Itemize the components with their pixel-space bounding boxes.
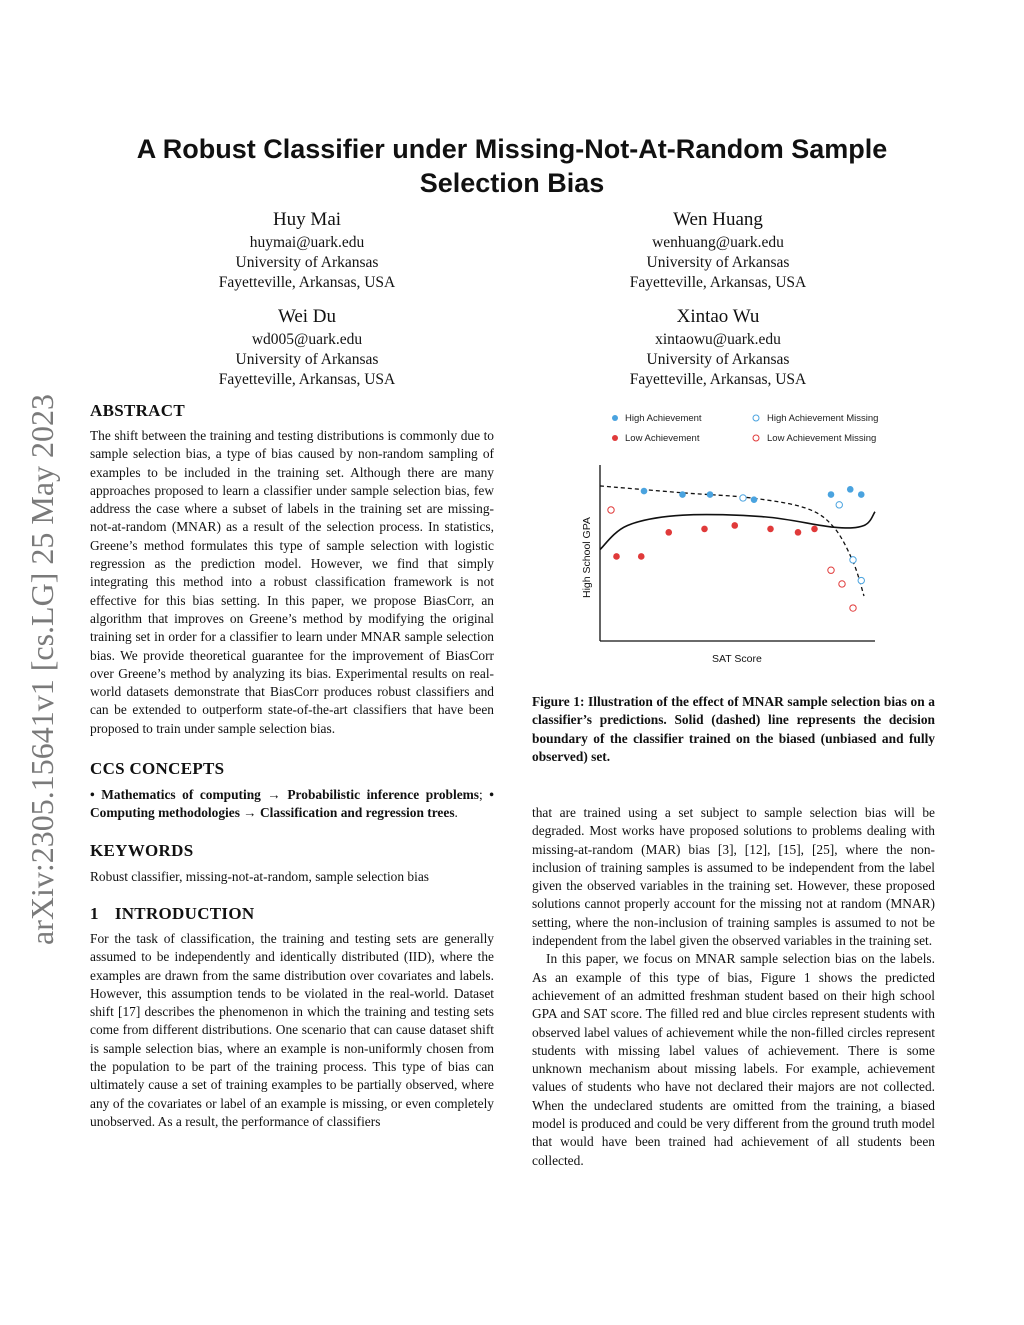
author-affiliation: University of Arkansas [646,254,790,271]
author-affiliation: University of Arkansas [235,254,379,271]
boundary-unbiased-dashed [600,486,864,596]
point-high-achievement [751,496,758,503]
ccs-separator: ; [479,787,490,803]
point-low-achievement-missing [839,581,845,587]
point-low-achievement-missing [828,567,834,573]
author-email: huymai@uark.edu [249,234,365,251]
point-high-achievement [828,491,835,498]
author-block-4 [568,305,868,390]
point-low-achievement [795,529,802,536]
author-affiliation: University of Arkansas [646,351,790,368]
section-title: INTRODUCTION [114,903,255,923]
legend-label-low-missing: Low Achievement Missing [767,433,877,444]
legend-marker-high-missing [753,415,759,421]
author-email: xintaowu@uark.edu [655,331,781,348]
title-line-2: Selection Bias [419,168,605,198]
ccs-item-2[interactable]: • Computing methodologies → Classification and regression trees [90,787,494,821]
author-email: wenhuang@uark.edu [652,234,784,251]
point-high-achievement [858,491,865,498]
point-high-achievement [707,491,714,498]
legend-marker-high [612,415,618,421]
point-high-achievement [679,491,686,498]
figure-1 [575,403,885,668]
point-low-achievement [701,526,708,533]
point-high-achievement [641,488,648,495]
author-affiliation: University of Arkansas [235,351,379,368]
author-name: Xintao Wu [676,306,760,327]
introduction-text-right-2: In this paper, we focus on MNAR sample selection bias on the labels. As an example of this type of bias, Figure 1 shows the predicted achievement of an admitted freshman student based on their high school GPA and SAT score. The filled red and blue circles represent students with observed label values of achievement while the non-filled circles represent students with missing label values of achievement. There is some unknown mechanism about missing labels. For example, achievement values of students who have not declared their majors are not collected. When the undeclared students are omitted from the training, a biased model is produced and could be very different from the ground truth model that would have been trained had achievement of all students been collected. [532,951,935,1168]
author-name: Wei Du [277,306,337,327]
legend-marker-low-missing [753,435,759,441]
ccs-end: . [454,805,458,821]
author-name: Wen Huang [673,209,763,230]
keywords-text: Robust classifier, missing-not-at-random, sample selection bias [90,868,429,884]
author-block-3 [157,305,457,390]
x-axis-label: SAT Score [712,653,762,665]
author-block-1 [157,208,457,293]
point-high-achievement [847,486,854,493]
legend-label-low: Low Achievement [625,433,700,444]
point-low-achievement [638,553,645,560]
legend-label-high-missing: High Achievement Missing [767,413,879,424]
author-location: Fayetteville, Arkansas, USA [629,371,807,388]
point-low-achievement [665,529,672,536]
introduction-heading [90,904,494,924]
chart-legend [612,413,878,444]
point-high-achievement-missing [850,557,856,563]
point-low-achievement-missing [608,507,614,513]
point-high-achievement-missing [836,502,842,508]
figure-caption: Figure 1: Illustration of the effect of MNAR sample selection bias on a classifier’s predictions. Solid (dashed) line represents the decision boundary of the classifier trained on the biased (unbiased and fully observed) set. [532,694,935,764]
ccs-text [90,786,494,823]
author-name: Huy Mai [272,209,342,230]
point-high-achievement-missing [740,495,746,501]
point-low-achievement [767,526,774,533]
right-column [532,804,935,1170]
left-column [90,401,494,1131]
plot-area [600,486,875,611]
ccs-heading: CCS CONCEPTS [90,759,225,779]
point-low-achievement [811,526,818,533]
introduction-text-right-1: that are trained using a set subject to sample selection bias will be degraded. Most works have proposed solutions to problems dealing with missing-at-random (MAR) bias [3], [12], [15], [25], where the non-inclusion of training samples is assumed to be independent from the label given the observed variables in the training set. However, these proposed solutions cannot properly account for the missing not at random (MNAR) setting, where the non-inclusion of training samples is assumed to not be independent from the label given the observed variables in the training set. [532,805,935,949]
abstract-heading: ABSTRACT [90,401,185,420]
paper-title [100,132,924,200]
point-low-achievement [731,522,738,529]
keywords-heading: KEYWORDS [90,840,194,860]
point-high-achievement-missing [858,577,864,583]
legend-label-high: High Achievement [625,413,702,424]
legend-marker-low [612,435,618,441]
title-line-1: A Robust Classifier under Missing-Not-At-Random Sample [136,134,888,164]
arxiv-identifier[interactable]: arXiv:2305.15641v1 [cs.LG] 25 May 2023 [24,393,60,945]
boundary-biased-solid [600,512,875,550]
author-location: Fayetteville, Arkansas, USA [629,274,807,291]
author-location: Fayetteville, Arkansas, USA [218,274,396,291]
author-block-2 [568,208,868,293]
author-email: wd005@uark.edu [251,331,363,348]
introduction-text-left: For the task of classification, the training and testing sets are generally assumed to be independently and identically distributed (IID), where the examples are drawn from the same distribution over covariates and labels. However, this assumption tends to be violated in the real-world. Dataset shift [17] describes the phenomenon in which the training and testing sets come from different distributions. One scenario that can cause dataset shift is sample selection bias, where an example is non-uniformly chosen from the population to be part of the training process. This type of bias can ultimately cause a set of training examples to be partially observed, where any of the covariates or label of an example is missing, or even completely unobserved. As a result, the performance of classifiers [90,930,494,1129]
ccs-item-1[interactable]: • Mathematics of computing → Probabilistic inference problems [90,787,480,803]
author-location: Fayetteville, Arkansas, USA [218,371,396,388]
point-low-achievement [613,553,620,560]
point-low-achievement-missing [850,605,856,611]
y-axis-label: High School GPA [581,517,593,598]
section-number: 1 [90,903,99,923]
abstract-text: The shift between the training and testing distributions is commonly due to sample selection bias, a type of bias caused by non-random sampling of examples to be included in the training set. Although there are many approaches proposed to learn a classifier under sample selection bias, few address the case where a subset of labels in the training set are missing-not-at-random (MNAR) as a result of the selection process. In statistics, Greene’s method formulates this type of sample selection with logistic regression as the prediction model. However, we find that simply integrating this method into a robust classification framework is not effective for this bias setting. In this paper, we propose BiasCorr, an algorithm that improves on Greene’s method by modifying the original training set in order for a classifier to learn under MNAR sample selection bias. We provide theoretical guarantee for the improvement of BiasCorr over Greene’s method by analyzing its bias. Experimental results on real-world datasets demonstrate that BiasCorr produces robust classifiers and can be extended to outperform state-of-the-art classifiers that have been proposed to train under sample selection bias. [90,428,494,736]
scatter-chart [575,403,885,668]
